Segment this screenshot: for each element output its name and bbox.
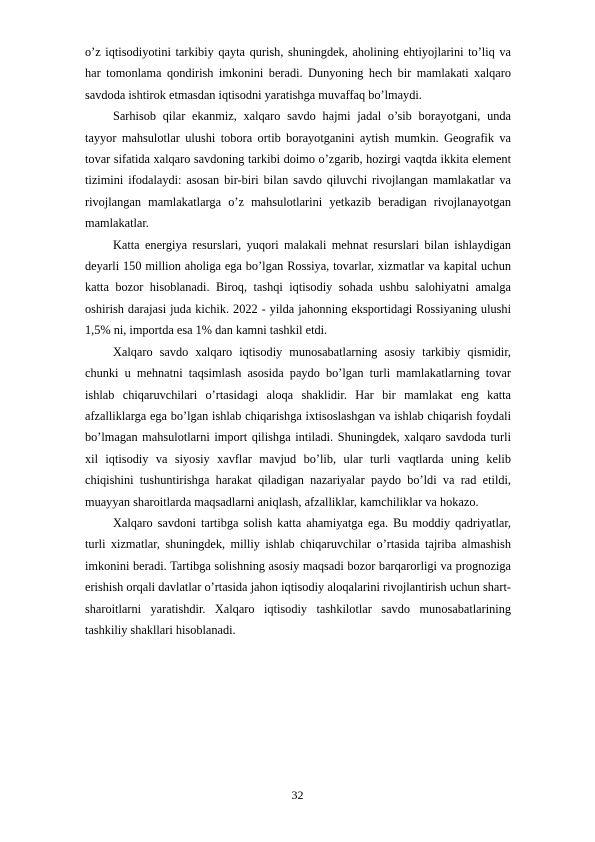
paragraph-summary: Sarhisob qilar ekanmiz, xalqaro savdo hajmi jadal o’sib borayotgani, unda tayyor mahsulotlar ulushi tobora ortib borayotganini aytish mumkin. Geografik va tovar sifatida xalqaro savdoning tarkibi doimo o’zgarib, hozirgi vaqtda ikkita element tizimini ifodalaydi: asosan bir-biri bilan savdo qiluvchi rivojlangan mamlakatlar va rivojlangan mamlakatlarga o’z mahsulotlarini yetkazib beradigan rivojlanayotgan mamlakatlar. (85, 109, 511, 231)
paragraph-russia: Katta energiya resurslari, yuqori malakali mehnat resurslari bilan ishlaydigan deyarli 150 million aholiga ega bo’lgan Rossiya, tovarlar, xizmatlar va kapital uchun katta bozor hisoblanadi. Biroq, tashqi iqtisodiy sohada ushbu salohiyatni amalga oshirish darajasi juda kichik. 2022 - yilda jahonning eksportidagi Rossiyaning ulushi 1,5% ni, importda esa 1% dan kamni tashkil etdi. (85, 237, 511, 338)
paragraph-trade-regulation: Xalqaro savdoni tartibga solish katta ahamiyatga ega. Bu moddiy qadriyatlar, turli xizmatlar, shuningdek, milliy ishlab chiqaruvchilar o’rtasida tajriba almashish imkonini beradi. Tartibga solishning asosiy maqsadi bozor barqarorligi va prognoziga erishish orqali davlatlar o’rtasida jahon iqtisodiy aloqalarini rivojlantirish uchun shart-sharoitlarni yaratishdir. Xalqaro iqtisodiy tashkilotlar savdo munosabatlarining tashkiliy shakllari hisoblanadi. (85, 515, 511, 637)
paragraph-continuation: o’z iqtisodiyotini tarkibiy qayta qurish, shuningdek, aholining ehtiyojlarini to’liq va har tomonlama qondirish imkonini beradi. Dunyoning hech bir mamlakati xalqaro savdoda ishtirok etmasdan iqtisodni yaratishga muvaffaq bo’lmaydi. (85, 45, 511, 102)
page-number: 32 (291, 788, 304, 802)
paragraph-international-trade: Xalqaro savdo xalqaro iqtisodiy munosabatlarning asosiy tarkibiy qismidir, chunki u mehnatni taqsimlash asosida paydo bo’lgan turli mamlakatlarning tovar ishlab chiqaruvchilari o’rtasidagi aloqa shaklidir. Har bir mamlakat eng katta afzalliklarga ega bo’lgan ishlab chiqarishga ixtisoslashgan va ishlab chiqarish foydali bo’lmagan mahsulotlarni import qilishga intiladi. Shuningdek, xalqaro savdoda turli xil iqtisodiy va siyosiy xavflar mavjud bo’lib, ular turli vaqtlarda uning kelib chiqishini tushuntirishga harakat qiladigan nazariyalar paydo bo’ldi va rad etildi, muayyan sharoitlarda maqsadlarni aniqlash, afzalliklar, kamchiliklar va hokazo. (85, 344, 511, 509)
document-page (85, 42, 511, 641)
